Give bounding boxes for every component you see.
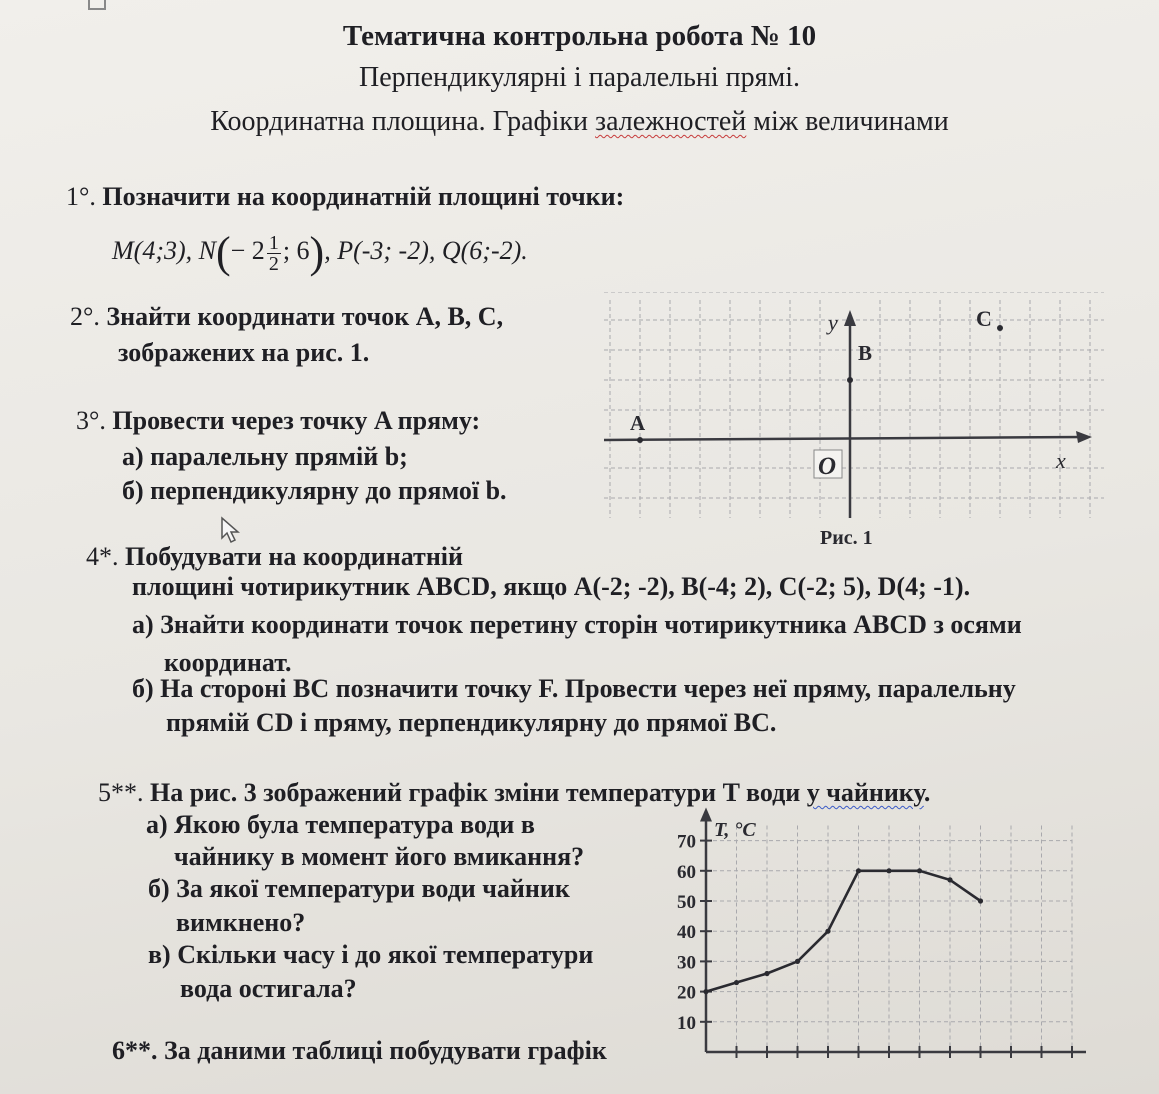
subtitle-text-a: Координатна площина. Графіки: [210, 106, 596, 137]
subtitle-text-underlined: залежностей: [595, 106, 747, 137]
task6-text: За даними таблиці побудувати графік: [164, 1036, 607, 1065]
task1-text: Позначити на координатній площині точки:: [102, 182, 625, 211]
task5-option-b-2: вимкнено?: [176, 908, 306, 937]
task1-points-tail: , P(-3; -2), Q(6;-2).: [324, 236, 528, 265]
temperature-series-points: [703, 868, 983, 994]
temperature-point: [795, 959, 800, 964]
temperature-point: [947, 877, 952, 882]
task3-option-a: а) паралельну прямій b;: [122, 442, 408, 471]
task5-option-a-1: а) Якою була температура води в: [146, 810, 535, 839]
point-b-dot: [847, 377, 853, 383]
temperature-point: [978, 898, 983, 903]
task5-text-underlined: у чайнику: [806, 778, 924, 807]
temperature-point: [764, 971, 769, 976]
temperature-axis-arrow: [700, 808, 712, 822]
y-tick-label: 30: [677, 952, 696, 974]
temperature-axis-label: T, °C: [714, 819, 756, 841]
task4-text-1: Побудувати на координатній: [125, 542, 463, 571]
y-tick-label: 60: [677, 861, 696, 883]
corner-mark: [88, 0, 106, 10]
temperature-point: [917, 868, 922, 873]
task5-option-c-1: в) Скільки часу і до якої температури: [148, 940, 594, 969]
task5-label: 5**.: [98, 778, 144, 807]
figure1: [596, 292, 1110, 554]
task1-heading: [66, 184, 624, 210]
point-c-dot: [997, 325, 1003, 331]
task1-label: 1°.: [66, 182, 96, 211]
y-tick-label: 40: [677, 922, 696, 944]
task5-option-c-2: вода остигала?: [180, 974, 357, 1003]
x-axis: [604, 437, 1086, 440]
worksheet-title: Тематична контрольна робота № 10: [342, 20, 817, 52]
task6-line: [112, 1038, 607, 1064]
paren-close: ): [309, 228, 325, 278]
paren-open: (: [215, 228, 231, 278]
worksheet-subtitle-2: [0, 108, 1159, 136]
temperature-point: [856, 868, 861, 873]
point-a-label: A: [630, 411, 646, 435]
task3-label: 3°.: [76, 406, 106, 435]
task4-line2: площині чотирикутник ABCD, якщо A(-2; -2), B(-4; 2), C(-2; 5), D(4; -1).: [132, 572, 971, 601]
point-a-dot: [637, 437, 643, 443]
fraction-numerator: 1: [268, 231, 279, 254]
x-axis-label: x: [1056, 448, 1066, 473]
fraction-denominator: 2: [268, 252, 279, 275]
temperature-point: [886, 868, 891, 873]
y-tick-label: 10: [677, 1012, 696, 1034]
task3-line1: [76, 408, 480, 434]
figure1-caption: Рис. 1: [820, 527, 873, 549]
task2-label: 2°.: [70, 302, 100, 331]
task3-option-b: б) перпендикулярну до прямої b.: [122, 476, 507, 505]
task5-option-b-1: б) За якої температури води чайник: [148, 874, 570, 903]
task1-rest: ; 6: [282, 236, 310, 265]
chart-grid: [706, 826, 1072, 1053]
worksheet-subtitle-1: Перпендикулярні і паралельні прямі.: [359, 62, 800, 93]
temperature-chart: [650, 806, 1110, 1070]
task6-label: 6**.: [112, 1036, 158, 1065]
task5-text-a: На рис. 3 зображений графік зміни температури T води: [150, 778, 807, 807]
task1-minus: − 2: [230, 236, 265, 265]
origin-label: O: [818, 453, 837, 480]
task2-line2: зображених на рис. 1.: [118, 338, 370, 367]
y-axis-label: y: [828, 310, 838, 335]
task4-option-b-2: прямій CD і пряму, перпендикулярну до прямої BC.: [166, 708, 777, 737]
y-axis-arrow: [844, 310, 856, 326]
task4-option-a-1: а) Знайти координати точок перетину сторін чотирикутника ABCD з осями: [132, 610, 1022, 639]
task3-text-1: Провести через точку A пряму:: [112, 406, 481, 435]
task4-label: 4*.: [86, 542, 119, 571]
task4-option-a-2: координат.: [164, 648, 292, 677]
task1-points-m: M(4;3), N: [112, 236, 216, 265]
task4-line1: [86, 544, 463, 570]
task5-option-a-2: чайнику в момент його вмикання?: [174, 842, 585, 871]
mouse-pointer-icon: [220, 516, 246, 544]
y-tick-label: 20: [677, 982, 696, 1004]
y-tick-label: 70: [677, 831, 696, 853]
chart-axes: [700, 808, 1086, 1053]
task1-points: [112, 226, 528, 278]
temperature-point: [703, 989, 708, 994]
task5-line1: [98, 780, 930, 806]
fraction-one-half: [267, 233, 281, 274]
point-b-label: B: [858, 341, 873, 365]
y-tick-label: 50: [677, 892, 696, 913]
point-c-label: C: [976, 306, 992, 331]
task2-text-1: Знайти координати точок A, B, C,: [106, 302, 504, 331]
temperature-point: [734, 980, 739, 985]
task4-option-b-1: б) На стороні BC позначити точку F. Провести через неї пряму, паралельну: [132, 674, 1016, 703]
subtitle-text-c: між величинами: [746, 106, 949, 137]
task5-text-c: .: [923, 778, 931, 807]
temperature-point: [825, 929, 830, 934]
task2-line1: [70, 304, 503, 330]
